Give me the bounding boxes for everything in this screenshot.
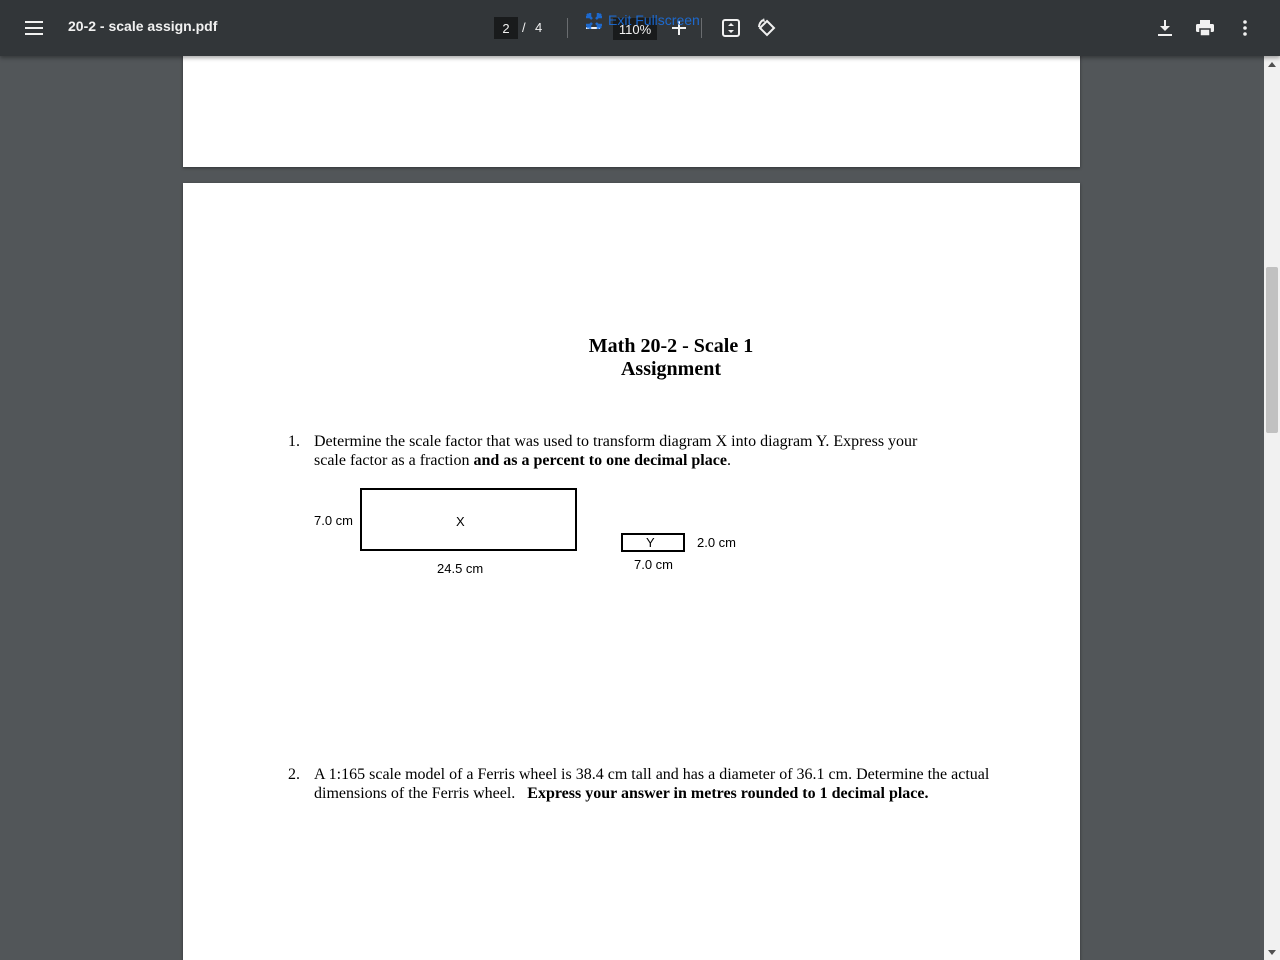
more-vertical-icon: [1243, 20, 1247, 36]
question-line: [314, 451, 917, 470]
question-number: 2.: [288, 766, 300, 783]
total-pages: 4: [535, 20, 543, 35]
menu-icon[interactable]: [16, 10, 52, 46]
fit-to-page-button[interactable]: [713, 10, 749, 46]
document-title: [183, 335, 1159, 381]
question-text: [314, 432, 917, 470]
download-icon: [1158, 20, 1172, 36]
page-number-input[interactable]: [494, 17, 518, 39]
scrollbar-thumb[interactable]: [1266, 267, 1278, 433]
question-text-bold: and as a percent to one decimal place: [473, 452, 727, 469]
pdf-toolbar: [0, 0, 1280, 56]
rotate-button[interactable]: [749, 10, 785, 46]
diagram-y-width-label: 7.0 cm: [634, 557, 674, 572]
question-text-end: .: [726, 452, 731, 469]
toolbar-divider: [567, 18, 568, 38]
pdf-viewer[interactable]: [0, 56, 1264, 960]
exit-fullscreen-label: Exit Fullscreen: [608, 12, 700, 28]
fit-to-page-icon: [722, 19, 740, 37]
diagram-y-label: Y: [646, 535, 655, 550]
question-text-plain: dimensions of the Ferris wheel.: [314, 785, 528, 802]
download-button[interactable]: [1147, 10, 1183, 46]
question-1: [288, 432, 988, 472]
question-number: 1.: [288, 433, 300, 450]
diagram-x-rectangle: [360, 488, 577, 551]
title-line-1: Math 20-2 - Scale 1: [588, 335, 754, 357]
vertical-scrollbar[interactable]: [1264, 56, 1280, 960]
page-separator: /: [522, 20, 526, 35]
question-text-plain: scale factor as a fraction: [314, 452, 474, 469]
exit-fullscreen-icon: [584, 11, 604, 31]
more-options-button[interactable]: [1227, 10, 1263, 46]
question-line: [314, 784, 989, 803]
title-line-2: Assignment: [620, 358, 721, 380]
print-icon: [1196, 20, 1214, 36]
diagram-y-height-label: 2.0 cm: [697, 535, 737, 550]
exit-fullscreen-button[interactable]: [584, 11, 700, 31]
file-title: 20-2 - scale assign.pdf: [68, 18, 218, 34]
current-page: [183, 183, 1080, 960]
rotate-icon: [757, 18, 777, 38]
diagram-x-height-label: 7.0 cm: [314, 513, 354, 528]
question-line: A 1:165 scale model of a Ferris wheel is 38.4 cm tall and has a diameter of 36.1 cm. Determine the actual: [314, 766, 990, 783]
scroll-down-arrow-icon[interactable]: [1264, 944, 1280, 960]
question-2: [288, 765, 1008, 805]
question-text: [314, 765, 989, 803]
diagram-x-label: X: [456, 514, 465, 529]
diagram-x-width-label: 24.5 cm: [437, 561, 484, 576]
scroll-up-arrow-icon[interactable]: [1264, 56, 1280, 72]
previous-page: [183, 56, 1080, 167]
question-text-bold: Express your answer in metres rounded to 1 decimal place.: [527, 785, 929, 802]
print-button[interactable]: [1187, 10, 1223, 46]
question-line: Determine the scale factor that was used to transform diagram X into diagram Y. Express your: [314, 433, 918, 450]
toolbar-divider: [701, 18, 702, 38]
